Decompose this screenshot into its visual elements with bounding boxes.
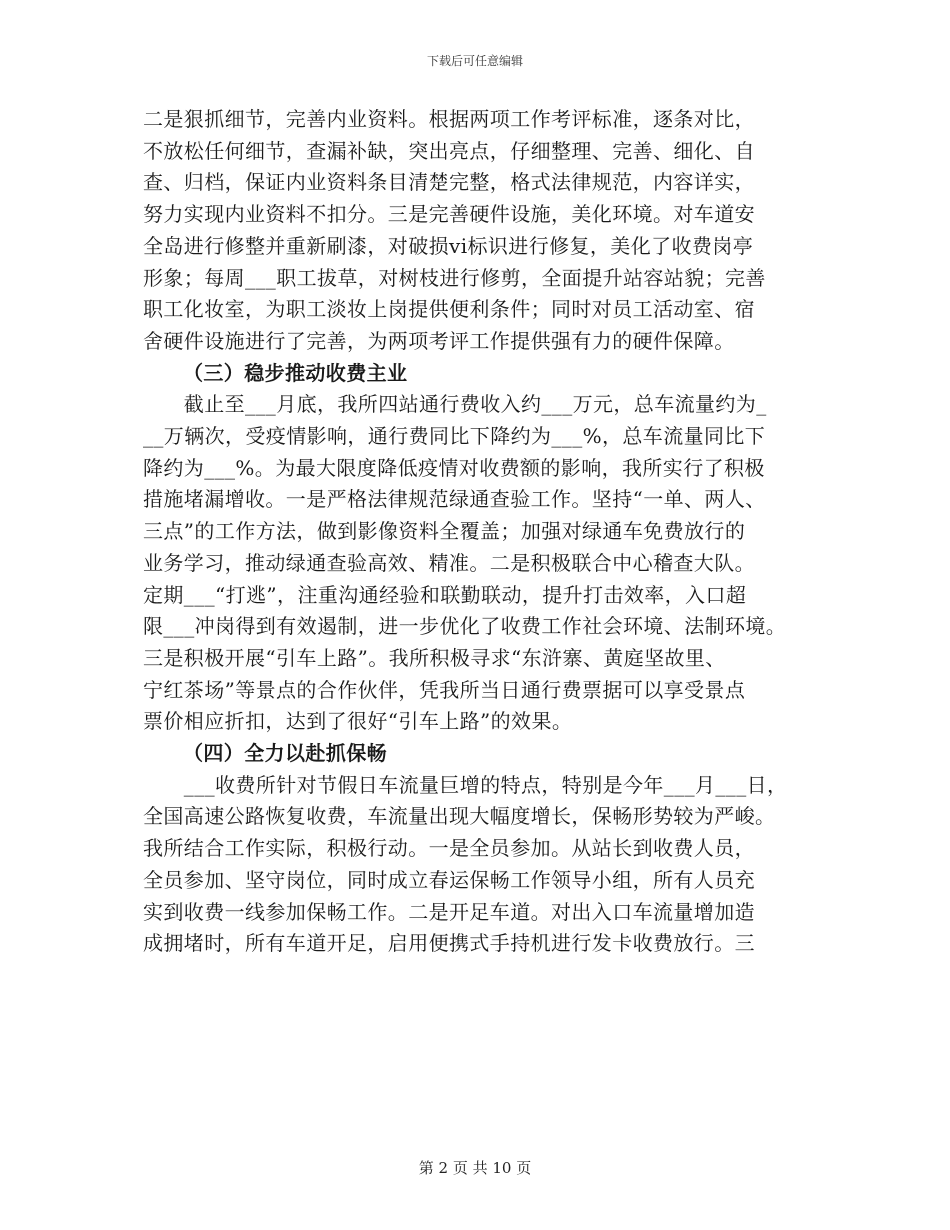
page-footer: 第 2 页 共 10 页: [418, 1159, 532, 1177]
text-line: 宁红茶场”等景点的合作伙伴，凭我所当日通行费票据可以享受景点: [143, 677, 746, 702]
text-line: ___收费所针对节假日车流量巨增的特点，特别是今年___月___日，: [143, 772, 788, 797]
text-line: 定期___“打逃”，注重沟通经验和联勤联动，提升打击效率，入口超: [143, 582, 747, 607]
text-line: 三是积极开展“引车上路”。我所积极寻求“东浒寨、黄庭坚故里、: [143, 645, 726, 670]
text-line: 限___冲岗得到有效遏制，进一步优化了收费工作社会环境、法制环境。: [143, 614, 787, 639]
text-line: 职工化妆室，为职工淡妆上岗提供便利条件；同时对员工活动室、宿: [143, 297, 755, 322]
text-line: 查、归档，保证内业资料条目清楚完整，格式法律规范，内容详实，: [143, 170, 755, 195]
text-line: 措施堵漏增收。一是严格法律规范绿通查验工作。坚持“一单、两人、: [143, 487, 766, 512]
section-heading: （四）全力以赴抓保畅: [183, 741, 387, 766]
text-line: 努力实现内业资料不扣分。三是完善硬件设施，美化环境。对车道安: [143, 202, 755, 227]
text-line: 全国高速公路恢复收费，车流量出现大幅度增长，保畅形势较为严峻。: [143, 804, 776, 829]
document-body: [143, 104, 833, 960]
text-line: 不放松任何细节，查漏补缺，突出亮点，仔细整理、完善、细化、自: [143, 138, 755, 163]
text-line: 全岛进行修整并重新刷漆，对破损vi标识进行修复，美化了收费岗亭: [143, 233, 754, 258]
text-line: 形象；每周___职工拔草，对树枝进行修剪，全面提升站容站貌；完善: [143, 265, 766, 290]
text-line: 三点”的工作方法，做到影像资料全覆盖；加强对绿通车免费放行的: [143, 519, 746, 544]
page-header: 下载后可任意编辑: [426, 54, 523, 68]
text-line: __万辆次，受疫情影响，通行费同比下降约为___%，总车流量同比下: [143, 424, 766, 449]
text-line: 截止至___月底，我所四站通行费收入约___万元，总车流量约为_: [143, 392, 767, 417]
text-line: 全员参加、坚守岗位，同时成立春运保畅工作领导小组，所有人员充: [143, 867, 755, 892]
section-heading: （三）稳步推动收费主业: [183, 360, 408, 385]
text-line: 舍硬件设施进行了完善，为两项考评工作提供强有力的硬件保障。: [143, 328, 735, 353]
text-line: 我所结合工作实际，积极行动。一是全员参加。从站长到收费人员，: [143, 836, 755, 861]
text-line: 票价相应折扣，达到了很好“引车上路”的效果。: [143, 709, 573, 734]
text-line: 实到收费一线参加保畅工作。二是开足车道。对出入口车流量增加造: [143, 899, 755, 924]
text-line: 降约为___%。为最大限度降低疫情对收费额的影响，我所实行了积极: [143, 455, 765, 480]
text-line: 业务学习，推动绿通查验高效、精准。二是积极联合中心稽查大队。: [143, 550, 755, 575]
text-line: 二是狠抓细节，完善内业资料。根据两项工作考评标准，逐条对比，: [143, 107, 755, 131]
text-line: 成拥堵时，所有车道开足，启用便携式手持机进行发卡收费放行。三: [143, 931, 755, 956]
